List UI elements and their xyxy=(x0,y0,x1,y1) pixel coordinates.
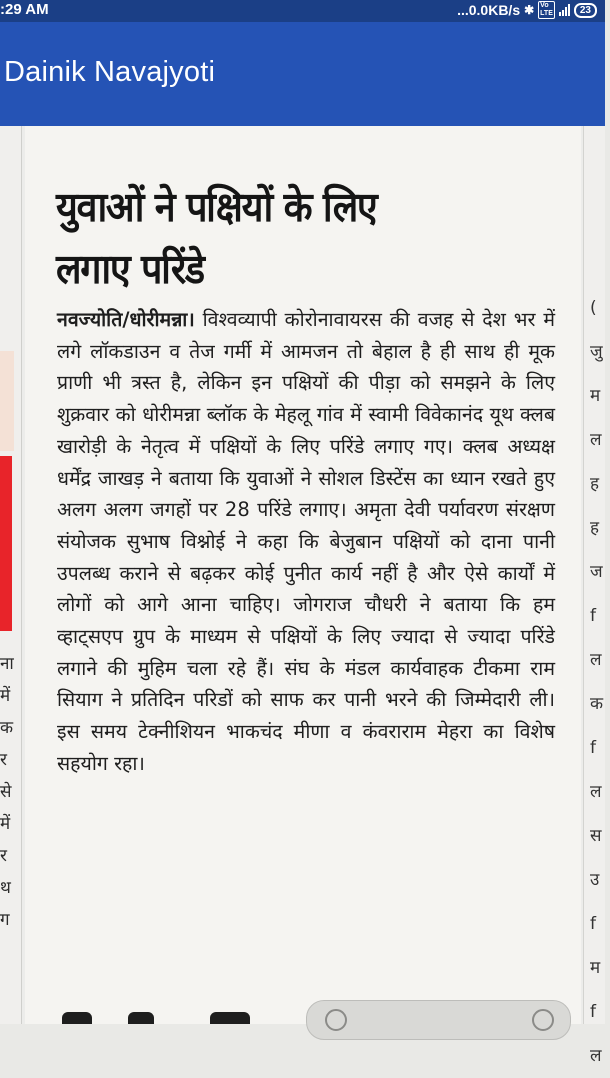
article-clip xyxy=(25,126,581,1024)
page-image-fragment xyxy=(0,351,14,451)
next-page-edge[interactable] xyxy=(583,126,605,1066)
article-dateline: नवज्योति/धोरीमन्ना। xyxy=(57,308,195,331)
article-body xyxy=(57,304,555,780)
next-article-fragment xyxy=(210,1012,250,1024)
network-speed: ...0.0KB/s xyxy=(457,2,521,18)
volte-icon: Vo LTE xyxy=(540,2,553,17)
headline-line-2: लगाए परिंडे xyxy=(56,245,204,293)
bluetooth-icon: ✱ xyxy=(524,3,535,17)
signal-icon xyxy=(559,4,570,16)
page-image-fragment-red xyxy=(0,456,12,631)
headline-line-1: युवाओं ने पक्षियों के लिए xyxy=(56,183,377,231)
previous-page-edge[interactable] xyxy=(0,126,22,1024)
previous-page-text: ना में क र से में र थ ग xyxy=(0,654,14,930)
zoom-in-icon[interactable] xyxy=(532,1009,554,1031)
next-article-fragment xyxy=(128,1012,154,1024)
article-text: विश्वव्यापी कोरोनावायरस की वजह से देश भर में लगे लॉकडाउन व तेज गर्मी में आमजन तो बेहाल है ही साथ ही मूक प्राणी भी त्रस्त है, लेकिन इन पक्षियों की पीड़ा को समझने के लिए शुक्रवार को धोरीमन्ना ब्लॉक के मेहलू गांव में स्वामी विवेकानंद यूथ क्लब खारोड़ी के नेतृत्व में पक्षियों के लिए परिंडे लगाए गए। क्लब अध्यक्ष धर्मेंद्र जाखड़ ने बताया कि युवाओं ने सोशल डिस्टेंस का ध्यान रखते हुए अलग अलग जगहों पर 28 परिंडे लगाए। अमृता देवी पर्यावरण संरक्षण संयोजक सुभाष विश्नोई ने कहा कि बेजुबान पक्षियों को दाना पानी उपलब्ध कराने से बढ़कर कोई पुनीत कार्य नहीं है और ऐसे कार्यों में लोगों को आगे आना चाहिए। जोगराज चौधरी ने बताया कि हम व्हाट्सएप ग्रुप के माध्यम से पक्षियों के लिए ज्यादा से ज्यादा परिंडे लगाने की मुहिम चला रहे हैं। संघ के मंडल कार्यवाहक टीकमा राम सियाग ने प्रतिदिन परिडों को साफ कर पानी भरने की जिम्मेदारी ली। इस समय टेक्नीशियन भाकचंद मीणा व कंवराराम मेहरा का विशेष सहयोग रहा। xyxy=(57,308,555,775)
zoom-controls[interactable] xyxy=(306,1000,571,1040)
epaper-viewer[interactable] xyxy=(0,126,605,1066)
battery-icon: 23 xyxy=(574,3,597,18)
status-time: :29 AM xyxy=(0,1,49,18)
article-headline xyxy=(56,176,534,300)
next-article-fragment xyxy=(62,1012,92,1024)
next-page-text: ( जु म ल ह ह ज f ल क f ल स उ f म f ल xyxy=(590,298,604,1066)
app-title: Dainik Navajyoti xyxy=(4,56,216,88)
status-icons xyxy=(457,0,597,20)
zoom-out-icon[interactable] xyxy=(325,1009,347,1031)
status-bar xyxy=(0,0,605,22)
app-bar xyxy=(0,22,605,126)
